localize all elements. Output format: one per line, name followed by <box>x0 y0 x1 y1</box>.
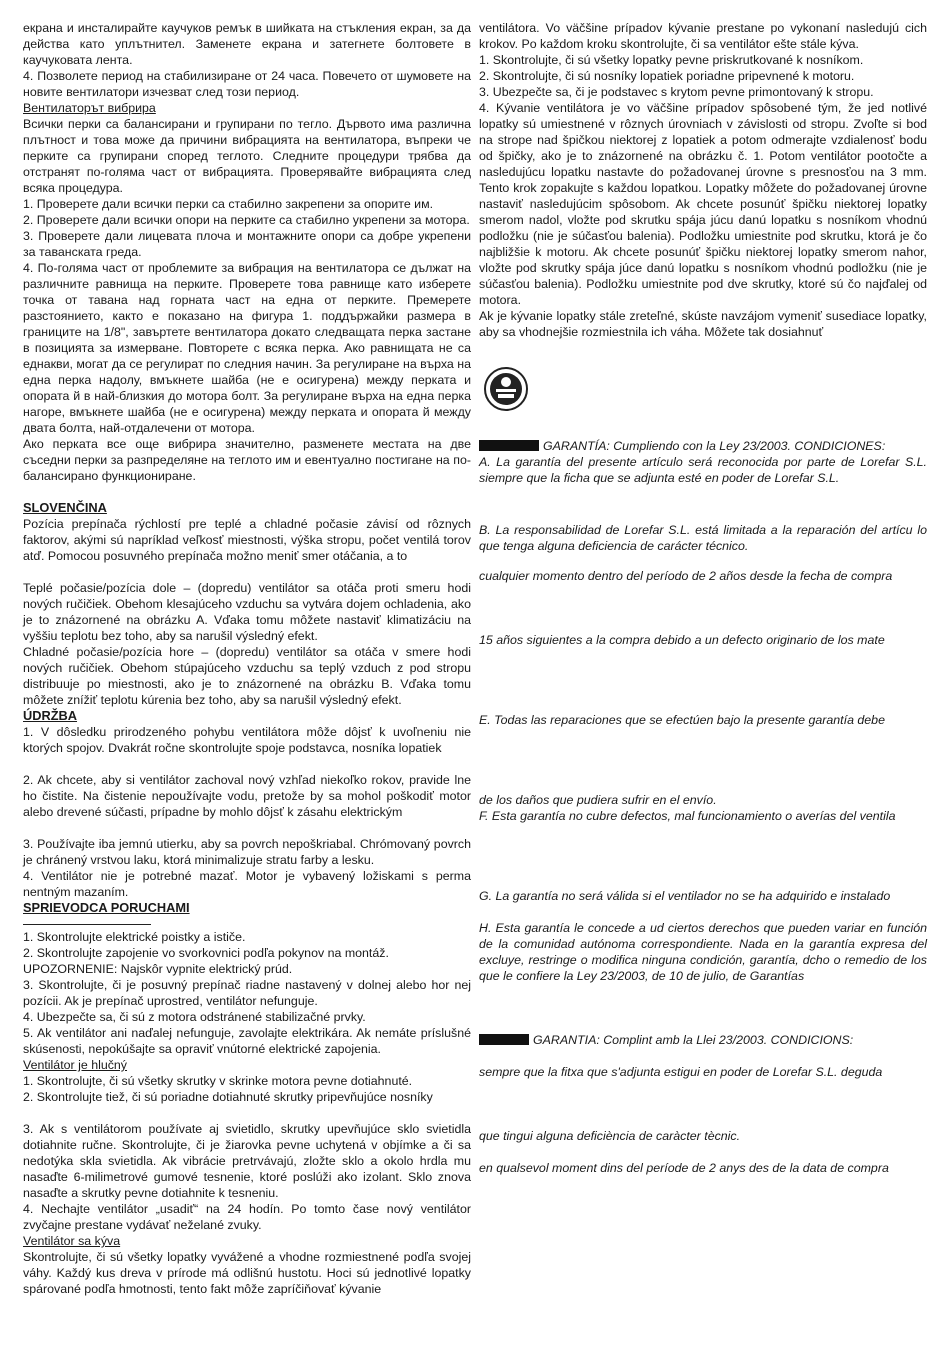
spacer <box>479 416 927 438</box>
spacer <box>479 648 927 712</box>
section-subtitle: Вентилаторът вибрира <box>23 101 156 115</box>
spacer <box>479 1080 927 1128</box>
paragraph: Ако перката все още вибрира значително, разменете местата на две съседни перки за разпределяне на теглото им и евентуално постигане на по-балансирано функциониране. <box>23 437 471 483</box>
paragraph: Pozícia prepínača rýchlostí pre teplé a chladné počasie závisí od rôznych faktorov, akými sú napríklad veľkosť miestnosti, výška stropu, počet ventilá torov atď. Pomocou posuvného prepínača možno meniť smer otáčania, a to <box>23 517 471 563</box>
section-heading-troubleshooting: SPRIEVODCA PORUCHAMI <box>23 900 190 915</box>
warranty-clause: B. La responsabilidad de Lorefar S.L. está limitada a la reparación del artícu lo que tenga alguna deficiencia de carácter técnico. <box>479 523 927 553</box>
list-item: 2. Skontrolujte zapojenie vo svorkovnici podľa pokynov na montáž. <box>23 946 389 960</box>
list-item: 2. Skontrolujte tiež, či sú poriadne dotiahnuté skrutky pripevňujúce nosníky <box>23 1090 433 1104</box>
warranty-heading-text: GARANTIA: Complint amb la Llei 23/2003. CONDICIONS: <box>533 1033 854 1047</box>
list-item: 3. Проверете дали лицевата плоча и монтажните опори са добре укрепени за таванската греда. <box>23 229 471 259</box>
spacer <box>479 824 927 888</box>
warning-text: UPOZORNENIE: Najskôr vypnite elektrický prúd. <box>23 962 293 976</box>
list-item: 1. Проверете дали всички перки са стабилно закрепени за опорите им. <box>23 197 434 211</box>
warranty-heading-es <box>479 438 927 454</box>
warranty-clause: F. Esta garantía no cubre defectos, mal funcionamiento o averías del ventila <box>479 809 896 823</box>
list-item: 4. Nechajte ventilátor „usadiť“ na 24 hodín. Po tomto čase nový ventilátor zvyčajne prestane vydávať neželané zvuky. <box>23 1202 471 1232</box>
list-item: 1. Skontrolujte, či sú všetky lopatky pevne priskrutkované k nosníkom. <box>479 53 864 67</box>
list-item: 3. Používajte iba jemnú utierku, aby sa povrch nepoškriabal. Chrómovaný povrch je chránený vrstvou laku, ktorá minimalizuje stratu farby a lesku. <box>23 837 471 867</box>
section-subtitle: Ventilátor sa kýva <box>23 1234 121 1248</box>
list-item: 4. По-голяма част от проблемите за вибрация на вентилатора се дължат на различните равнища на перките. Проверете това равнище като изберете точка от тавана над горната част на една от перките. Премерете разстоянието, както е показано на фигура 1. поддържайки размера в границите на 1/8", завъртете вентилатора докато следващата перка застане в позицията за измерване. Повторете с всяка перка. Ако равнищата не са еднакви, могат да се регулират по следния начин. За регулиране на върха на една перка надолу, вмъкнете шайба (не е осигурена) между перката и опората й в най-близкия до мотора болт. За регулиране върха на една перка нагоре, вмъкнете шайба (не е осигурена) между перката и опората й между двата болта, най-отдалечени от мотора. <box>23 261 471 435</box>
spacer <box>479 1144 927 1160</box>
paragraph: Ak je kývanie lopatky stále zreteľné, skúste navzájom vymeniť susediace lopatky, aby sa vhodnejšie rozmiestnila ich váha. Môžete tak dosiahnuť <box>479 309 927 339</box>
list-item: 1. V dôsledku prirodzeného pohybu ventilátora môže dôjsť k uvoľneniu nie ktorých spojov. Dvakrát ročne skontrolujte spoje podstavca, nosníka lopatiek <box>23 725 471 755</box>
redaction-bar <box>479 1034 529 1045</box>
spacer <box>479 554 927 568</box>
paragraph: Skontrolujte, či sú všetky lopatky vyvážené a vhodne rozmiestnené podľa svojej váhy. Každý kus dreva v prírode má odlišnú hustotu. Hoci sú jednotlivé lopatky spárované podľa hmotnosti, tento fakt môže zapríčiňovať kývanie <box>23 1250 471 1296</box>
paragraph: 4. Позволете период на стабилизиране от 24 часа. Повечето от шумовете на новите вентилатори изчезват след този период. <box>23 69 471 99</box>
list-item: 2. Проверете дали всички опори на перките са стабилно укрепени за мотора. <box>23 213 470 227</box>
warranty-clause: A. La garantía del presente artículo será reconocida por parte de Lorefar S.L. siempre que la ficha que se adjunta esté en poder de Lorefar S.L. <box>479 455 927 485</box>
spacer <box>479 904 927 920</box>
warranty-clause: cualquier momento dentro del período de 2 años desde la fecha de compra <box>479 569 893 583</box>
spacer <box>23 564 471 580</box>
list-item: 1. Skontrolujte elektrické poistky a ističe. <box>23 930 246 944</box>
spacer <box>23 484 471 500</box>
warranty-clause: sempre que la fitxa que s'adjunta estigui en poder de Lorefar S.L. deguda <box>479 1065 883 1079</box>
warranty-clause: G. La garantía no será válida si el ventilador no se ha adquirido e instalado <box>479 889 891 903</box>
redaction-bar <box>479 440 539 451</box>
list-item: 5. Ak ventilátor ani naďalej nefunguje, zavolajte elektrikára. Ak nemáte príslušné skúsenosti, nepokúšajte sa opraviť vnútorné elektrické zapojenia. <box>23 1026 471 1056</box>
spacer <box>23 756 471 772</box>
section-heading-maintenance: ÚDRŽBA <box>23 708 78 723</box>
language-heading-slovak: SLOVENČINA <box>23 500 107 515</box>
warranty-clause: que tingui alguna deficiència de caràcter tècnic. <box>479 1129 741 1143</box>
warranty-clause: E. Todas las reparaciones que se efectúen bajo la presente garantía debe <box>479 713 885 727</box>
spacer <box>479 584 927 632</box>
warranty-clause: 15 años siguientes a la compra debido a un defecto originario de los mate <box>479 633 885 647</box>
warranty-heading-text: GARANTÍA: Cumpliendo con la Ley 23/2003. CONDICIONES: <box>543 439 886 453</box>
spacer <box>479 486 927 522</box>
paragraph: екрана и инсталирайте каучуков ремък в шийката на стъкления екран, за да действа като уплътнител. Заменете екрана и затегнете болтовете в каучуковата лента. <box>23 21 471 67</box>
paragraph: ventilátora. Vo väčšine prípadov kývanie prestane po vykonaní nasledujú cich krokov. Po každom kroku skontrolujte, či sa ventilátor ešte stále kýva. <box>479 21 927 51</box>
certification-seal-icon <box>483 366 529 412</box>
list-item: 3. Skontrolujte, či je posuvný prepínač riadne nastavený v dolnej alebo hor nej pozícii. Ak je prepínač uprostred, ventilátor nefunguje. <box>23 978 471 1008</box>
spacer <box>23 1105 471 1121</box>
list-item: 4. Ventilátor nie je potrebné mazať. Motor je vybavený ložiskami s perma nentným mazaním. <box>23 869 471 899</box>
list-item: 4. Kývanie ventilátora je vo väčšine prípadov spôsobené tým, že jed notlivé lopatky sú umiestnené v rôznych úrovniach v závislosti od stropu. Zvoľte si bod na strope nad špičkou niektorej z lopatiek a potom odmerajte vzdialenosť bodu od špičky, ako je to znázornené na obrázku č. 1. Potom ventilátor pootočte a nasledujúcu lopatku nastavte do požadovanej úrovne s presnosťou na 3 mm. Tento krok zopakujte s každou lopatkou. Lopatky môžete do požadovanej úrovne nastaviť nasledujúcim spôsobom. Ak chcete posunúť špičku niektorej lopatky smerom nadol, vložte pod skrutku spája júcu danú lopatku s nosníkom vhodnú podložku (nie je súčasťou balenia). Podložku umiestnite pod skrutku, ktorá je čo najbližšie k motoru. Ak chcete posunúť špičku niektorej lopatky smerom nahor, vložte pod skrutky spája júce danú lopatku s nosníkom vhodnú podložku (nie je súčasťou balenia). Podložku umiestnite pod dve skrutky, ktoré sú čo najďalej od motora. <box>479 101 927 307</box>
paragraph: Teplé počasie/pozícia dole – (dopredu) ventilátor sa otáča proti smeru hodi nových ručičiek. Obehom klesajúceho vzduchu sa vytvára dojem ochladenia, ako je to znázornené na obrázku A. Vďaka tomu môžete nastaviť klimatizáciu na vyššiu teplotu bez toho, aby sa narušil výsledný efekt. <box>23 581 471 643</box>
warranty-clause: H. Esta garantía le concede a ud ciertos derechos que pueden variar en función de la comunidad autónoma correspondiente. Nada en la garantía expresa del excluye, restringe o modifica ninguna condición, garantía, dcho o remedio de los que le confiere la Ley 23/2003, de 10 de julio, de Garantías <box>479 921 927 983</box>
section-subtitle: Ventilátor je hlučný <box>23 1058 128 1072</box>
left-column <box>23 20 471 1297</box>
spacer <box>479 1048 927 1064</box>
list-item: 3. Ubezpečte sa, či je podstavec s krytom pevne primontovaný k stropu. <box>479 85 874 99</box>
list-item: 2. Skontrolujte, či sú nosníky lopatiek poriadne pripevnené k motoru. <box>479 69 855 83</box>
spacer <box>479 728 927 792</box>
list-item: 3. Ak s ventilátorom používate aj svietidlo, skrutky upevňujúce sklo svietidla dotiahnite ručne. Skontrolujte, či je žiarovka pevne uchytená v objímke a či sa nedotýka skla svietidla. Ak vibrácie pretrvávajú, zložte sklo a okolo hrdla mu nasaďte 6-milimetrové gumové tesnenie, ktoré poslúži ako izolant. Sklo znova nasaďte a skrutky pevne dotiahnite k tesneniu. <box>23 1122 471 1200</box>
warranty-clause: de los daños que pudiera sufrir en el envío. <box>479 793 717 807</box>
list-item: 1. Skontrolujte, či sú všetky skrutky v skrinke motora pevne dotiahnuté. <box>23 1074 413 1088</box>
list-item: 2. Ak chcete, aby si ventilátor zachoval nový vzhľad niekoľko rokov, pravide lne ho čistite. Na čistenie nepoužívajte vodu, pretože by sa mohol poškodiť motor alebo drevené súčasti, prípadne by mohlo dôjsť k zásahu elektrickým <box>23 773 471 819</box>
right-column <box>479 20 927 1176</box>
paragraph: Всички перки са балансирани и групирани по тегло. Дървото има различна плътност и това може да причини вибрацията на вентилатора, въпреки че перките са групирани според теглото. Следните процедури трябва да отстранят по-голяма част от вибрацията. Проверявайте вибрацията след всяка процедура. <box>23 117 471 195</box>
spacer <box>479 984 927 1032</box>
list-item: 4. Ubezpečte sa, či sú z motora odstránené stabilizačné prvky. <box>23 1010 366 1024</box>
warranty-clause: en qualsevol moment dins del període de 2 anys des de la data de compra <box>479 1161 889 1175</box>
warranty-heading-ca <box>479 1032 927 1048</box>
paragraph: Chladné počasie/pozícia hore – (dopredu) ventilátor sa otáča v smere hodi nových ručičiek. Obehom stúpajúceho vzduchu sa teplý vzduch z pod stropu distribuuje po miestnosti, ako je to znázornené na obrázku B. Vďaka tomu môžete znížiť teplotu kúrenia bez toho, aby sa narušil výsledný efekt. <box>23 645 471 707</box>
spacer <box>23 820 471 836</box>
divider <box>23 916 151 925</box>
